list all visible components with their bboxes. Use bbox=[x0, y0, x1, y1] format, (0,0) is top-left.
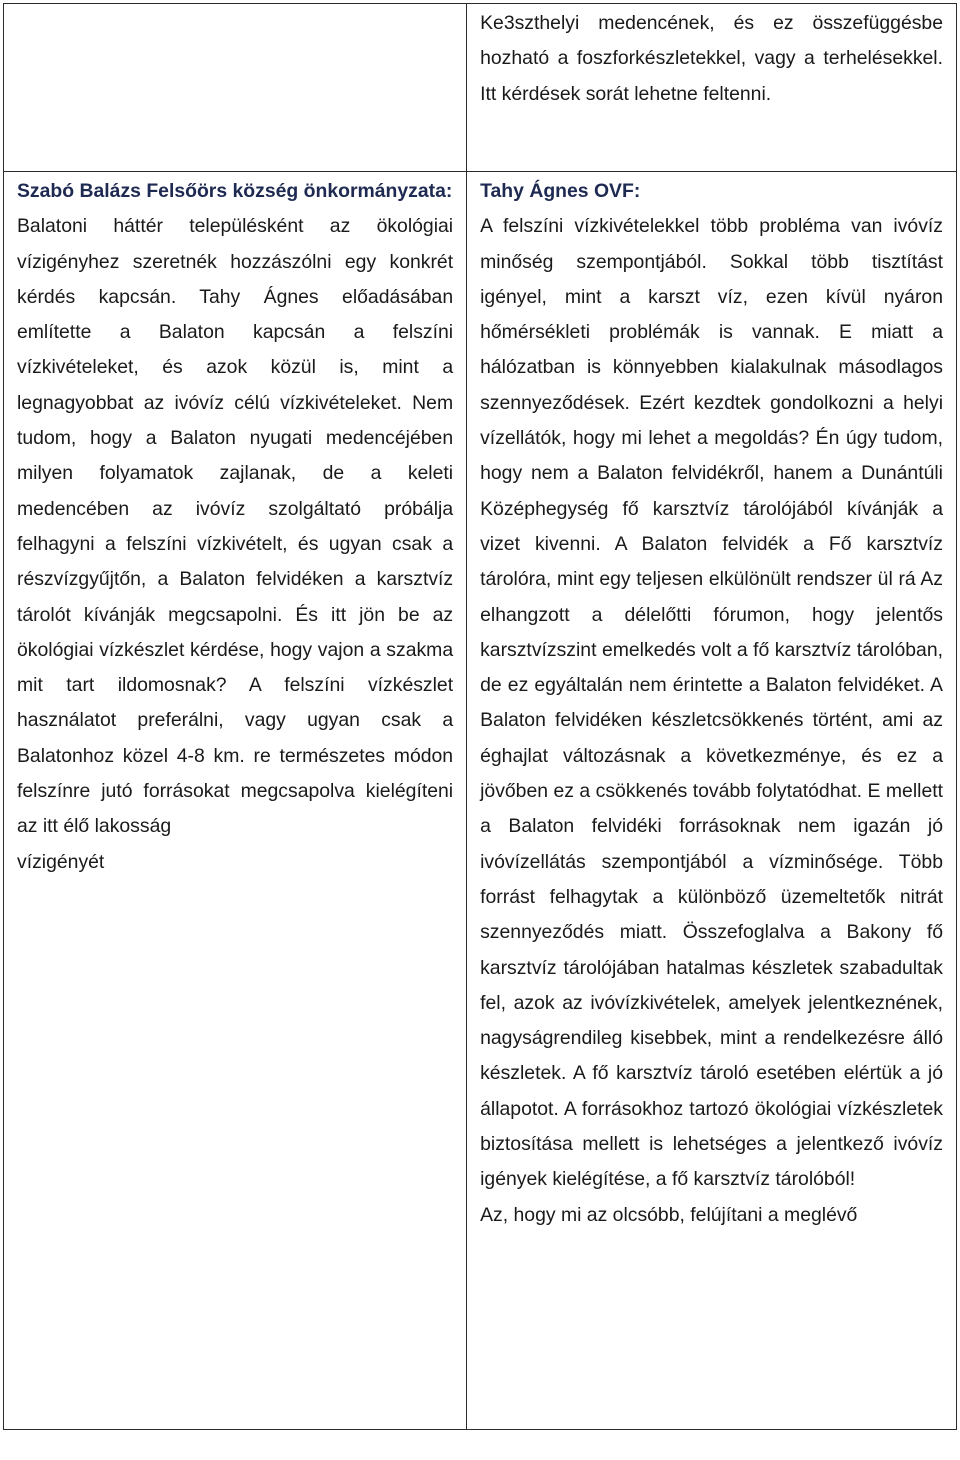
right-answer-cell bbox=[467, 172, 957, 1430]
top-right-text: Ke3szthelyi medencének, és ez összefüggésbe hozható a foszforkészletekkel, vagy a terhelésekkel. Itt kérdések sorát lehetne feltenni. bbox=[480, 12, 943, 105]
table-row bbox=[4, 4, 957, 172]
top-left-cell bbox=[4, 4, 467, 172]
right-speaker-heading: Tahy Ágnes OVF: bbox=[480, 180, 641, 202]
top-right-cell bbox=[467, 4, 957, 172]
minutes-table bbox=[3, 3, 957, 1430]
left-comment-tail: vízigényét bbox=[17, 850, 105, 873]
left-comment-cell bbox=[4, 172, 467, 1430]
left-speaker-heading: Szabó Balázs Felsőörs község önkormányzata: bbox=[17, 180, 453, 202]
right-answer-body: A felszíni vízkivételekkel több probléma van ivóvíz minőség szempontjából. Sokkal több tisztítást igényel, mint a karszt víz, ezen kívül nyáron hőmérsékleti problémák is vannak. E miatt a hálózatban is könnyebben kialakulnak másodlagos szennyeződések. Ezért kezdtek gondolkozni a helyi vízellátók, hogy mi lehet a megoldás? Én úgy tudom, hogy nem a Balaton felvidékről, hanem a Dunántúli Középhegység fő karsztvíz tárolójából kívánják a vizet kivenni. A Balaton felvidék a Fő karsztvíz tárolóra, mint egy teljesen elkülönült rendszer ül rá Az elhangzott a délelőtti fórumon, hogy jelentős karsztvízszint emelkedés volt a fő karsztvíz tárolóban, de ez egyáltalán nem érintette a Balaton felvidéket. A Balaton felvidéken készletcsökkenés történt, ami az éghajlat változásnak a következménye, és ez a jövőben ez a csökkenés tovább folytatódhat. E mellett a Balaton felvidéki forrásoknak nem igazán jó ivóvízellátás szempontjából a vízminősége. Több forrást felhagytak a különböző üzemeltetők nitrát szennyeződés miatt. Összefoglalva a Bakony fő karsztvíz tárolójában hatalmas készletek szabadultak fel, azok az ivóvízkivételek, amelyek jelentkeznének, nagyságrendileg kisebbek, mint a rendelkezésre álló készletek. A fő karsztvíz tároló esetében elértük a jó állapotot. A forrásokhoz tartozó ökológiai vízkészletek biztosítása mellett is lehetséges a jelentkező ivóvíz igények kielégítése, a fő karsztvíz tárolóból! bbox=[480, 215, 943, 1191]
right-answer-tail: Az, hogy mi az olcsóbb, felújítani a meglévő bbox=[480, 1203, 858, 1226]
table-row bbox=[4, 172, 957, 1430]
left-comment-body: Balatoni háttér településként az ökológiai vízigényhez szeretnék hozzászólni egy konkrét kérdés kapcsán. Tahy Ágnes előadásában említette a Balaton kapcsán a felszíni vízkivételeket, és azok közül is, mint a legnagyobbat az ivóvíz célú vízkivételeket. Nem tudom, hogy a Balaton nyugati medencéjében milyen folyamatok zajlanak, de a keleti medencében az ivóvíz szolgáltató próbálja felhagyni a felszíni vízkivételt, és ugyan csak a részvízgyűjtőn, a Balaton felvidéken a karsztvíz tárolót kívánják megcsapolni. És itt jön be az ökológiai vízkészlet kérdése, hogy vajon a szakma mit tart ildomosnak? A felszíni vízkészlet használatot preferálni, vagy ugyan csak a Balatonhoz közel 4-8 km. re természetes módon felszínre jutó forrásokat megcsapolva kielégíteni az itt élő lakosság bbox=[17, 215, 454, 838]
